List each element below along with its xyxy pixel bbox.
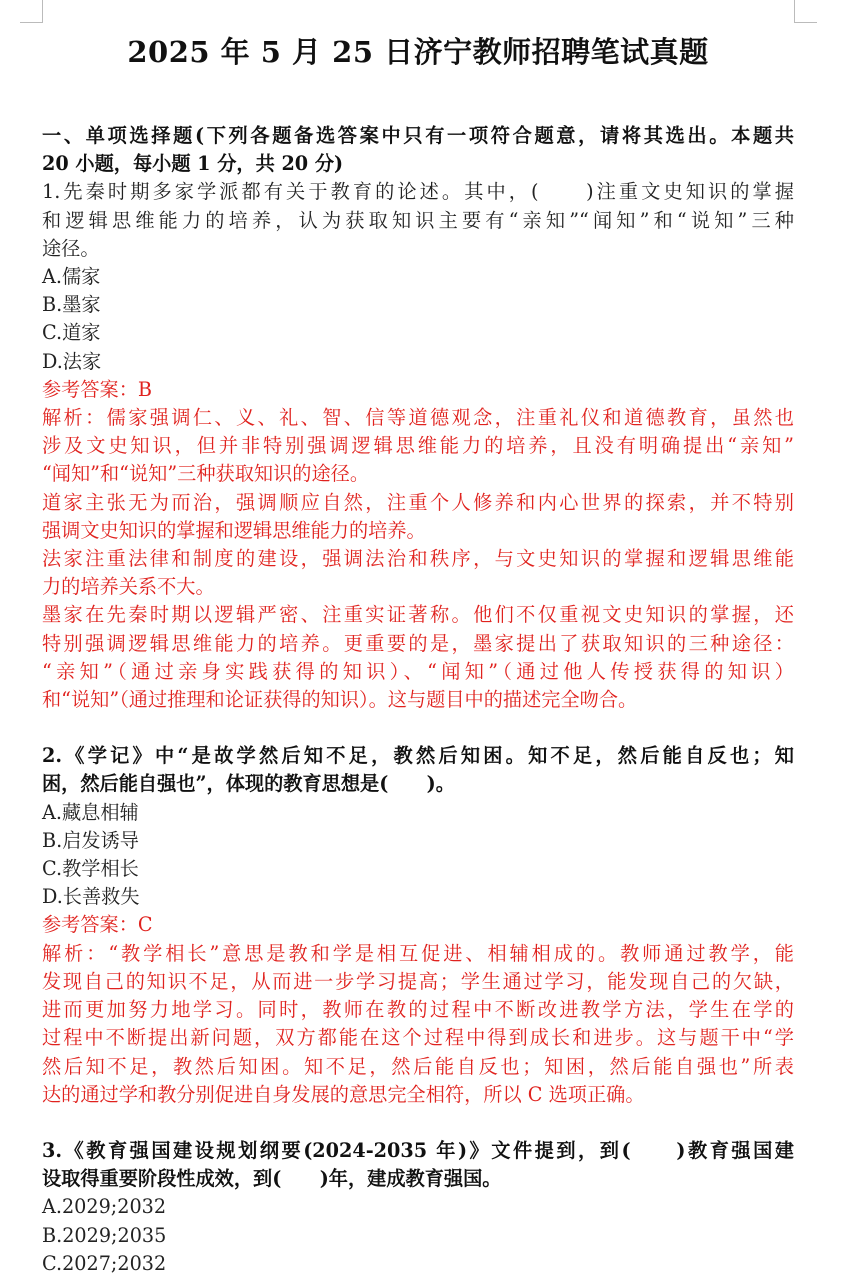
question-stem-line: 途径。 bbox=[42, 236, 100, 260]
option-b: B.启发诱导 bbox=[42, 828, 139, 852]
analysis-line: 力的培养关系不大。 bbox=[42, 575, 215, 599]
analysis-line: “闻知”和“说知”三种获取知识的途径。 bbox=[42, 462, 370, 486]
question-3 bbox=[42, 1137, 794, 1278]
analysis-line: 然后知不足，教然后知困。知不足，然后能自反也；知困，然后能自强也”所表 bbox=[42, 1054, 794, 1078]
analysis-line: 发现自己的知识不足，从而进一步学习提高；学生通过学习，能发现自己的欠缺， bbox=[42, 969, 794, 993]
analysis-line: 过程中不断提出新问题，双方都能在这个过程中得到成长和进步。这与题干中“学 bbox=[42, 1026, 794, 1050]
option-a: A.藏息相辅 bbox=[42, 800, 139, 824]
analysis-line: 解析：儒家强调仁、义、礼、智、信等道德观念，注重礼仪和道德教育，虽然也 bbox=[42, 406, 794, 430]
analysis-line: 解析：“教学相长”意思是教和学是相互促进、相辅相成的。教师通过教学，能 bbox=[42, 941, 794, 965]
question-stem-line: 设取得重要阶段性成效，到( )年，建成教育强国。 bbox=[42, 1167, 502, 1191]
section-heading bbox=[42, 122, 794, 178]
option-d: D.法家 bbox=[42, 349, 102, 373]
document-page bbox=[42, 30, 794, 1278]
analysis-line: 和“说知”（通过推理和论证获得的知识）。这与题目中的描述完全吻合。 bbox=[42, 688, 638, 712]
analysis bbox=[42, 404, 794, 714]
option-b: B.墨家 bbox=[42, 293, 101, 317]
question-1 bbox=[42, 178, 794, 714]
analysis-line: 涉及文史知识，但并非特别强调逻辑思维能力的培养，且没有明确提出“亲知” bbox=[42, 434, 794, 458]
page-corner-mark-left bbox=[20, 0, 43, 23]
question-stem-line: 3.《教育强国建设规划纲要(2024-2035 年)》文件提到，到( )教育强国建 bbox=[42, 1138, 794, 1162]
analysis-line: 墨家在先秦时期以逻辑严密、注重实证著称。他们不仅重视文史知识的掌握，还 bbox=[42, 603, 794, 627]
option-a: A.2029;2032 bbox=[42, 1195, 167, 1219]
analysis-line: 进而更加努力地学习。同时，教师在教的过程中不断改进教学方法，学生在学的 bbox=[42, 998, 794, 1022]
analysis-line: “亲知”（通过亲身实践获得的知识）、“闻知”（通过他人传授获得的知识） bbox=[42, 659, 794, 683]
section-heading-line: 20 小题，每小题 1 分，共 20 分) bbox=[42, 152, 344, 176]
section-heading-line: 一、单项选择题(下列各题备选答案中只有一项符合题意，请将其选出。本题共 bbox=[42, 124, 794, 147]
page-title: 2025 年 5 月 25 日济宁教师招聘笔试真题 bbox=[127, 35, 709, 69]
option-b: B.2029;2035 bbox=[42, 1223, 167, 1247]
option-d: D.长善救失 bbox=[42, 885, 140, 909]
question-stem-line: 困，然后能自强也”，体现的教育思想是( )。 bbox=[42, 772, 455, 796]
option-c: C.2027;2032 bbox=[42, 1251, 167, 1275]
question-stem-line: 2.《学记》中“是故学然后知不足，教然后知困。知不足，然后能自反也；知 bbox=[42, 744, 794, 768]
analysis-line: 道家主张无为而治，强调顺应自然，注重个人修养和内心世界的探索，并不特别 bbox=[42, 490, 794, 514]
reference-answer: 参考答案：B bbox=[42, 377, 153, 401]
question-stem-line: 和逻辑思维能力的培养，认为获取知识主要有“亲知”“闻知”和“说知”三种 bbox=[42, 208, 794, 232]
question-stem-line: 1.先秦时期多家学派都有关于教育的论述。其中，( )注重文史知识的掌握 bbox=[42, 180, 794, 204]
analysis-line: 特别强调逻辑思维能力的培养。更重要的是，墨家提出了获取知识的三种途径： bbox=[42, 631, 794, 655]
analysis bbox=[42, 940, 794, 1109]
page-corner-mark-right bbox=[794, 0, 817, 23]
reference-answer: 参考答案：C bbox=[42, 913, 153, 937]
option-c: C.道家 bbox=[42, 321, 101, 345]
option-c: C.教学相长 bbox=[42, 857, 139, 881]
question-2 bbox=[42, 742, 794, 1109]
analysis-line: 强调文史知识的掌握和逻辑思维能力的培养。 bbox=[42, 518, 426, 542]
analysis-line: 法家注重法律和制度的建设，强调法治和秩序，与文史知识的掌握和逻辑思维能 bbox=[42, 547, 794, 571]
analysis-line: 达的通过学和教分别促进自身发展的意思完全相符，所以 C 选项正确。 bbox=[42, 1082, 645, 1106]
option-a: A.儒家 bbox=[42, 265, 101, 289]
